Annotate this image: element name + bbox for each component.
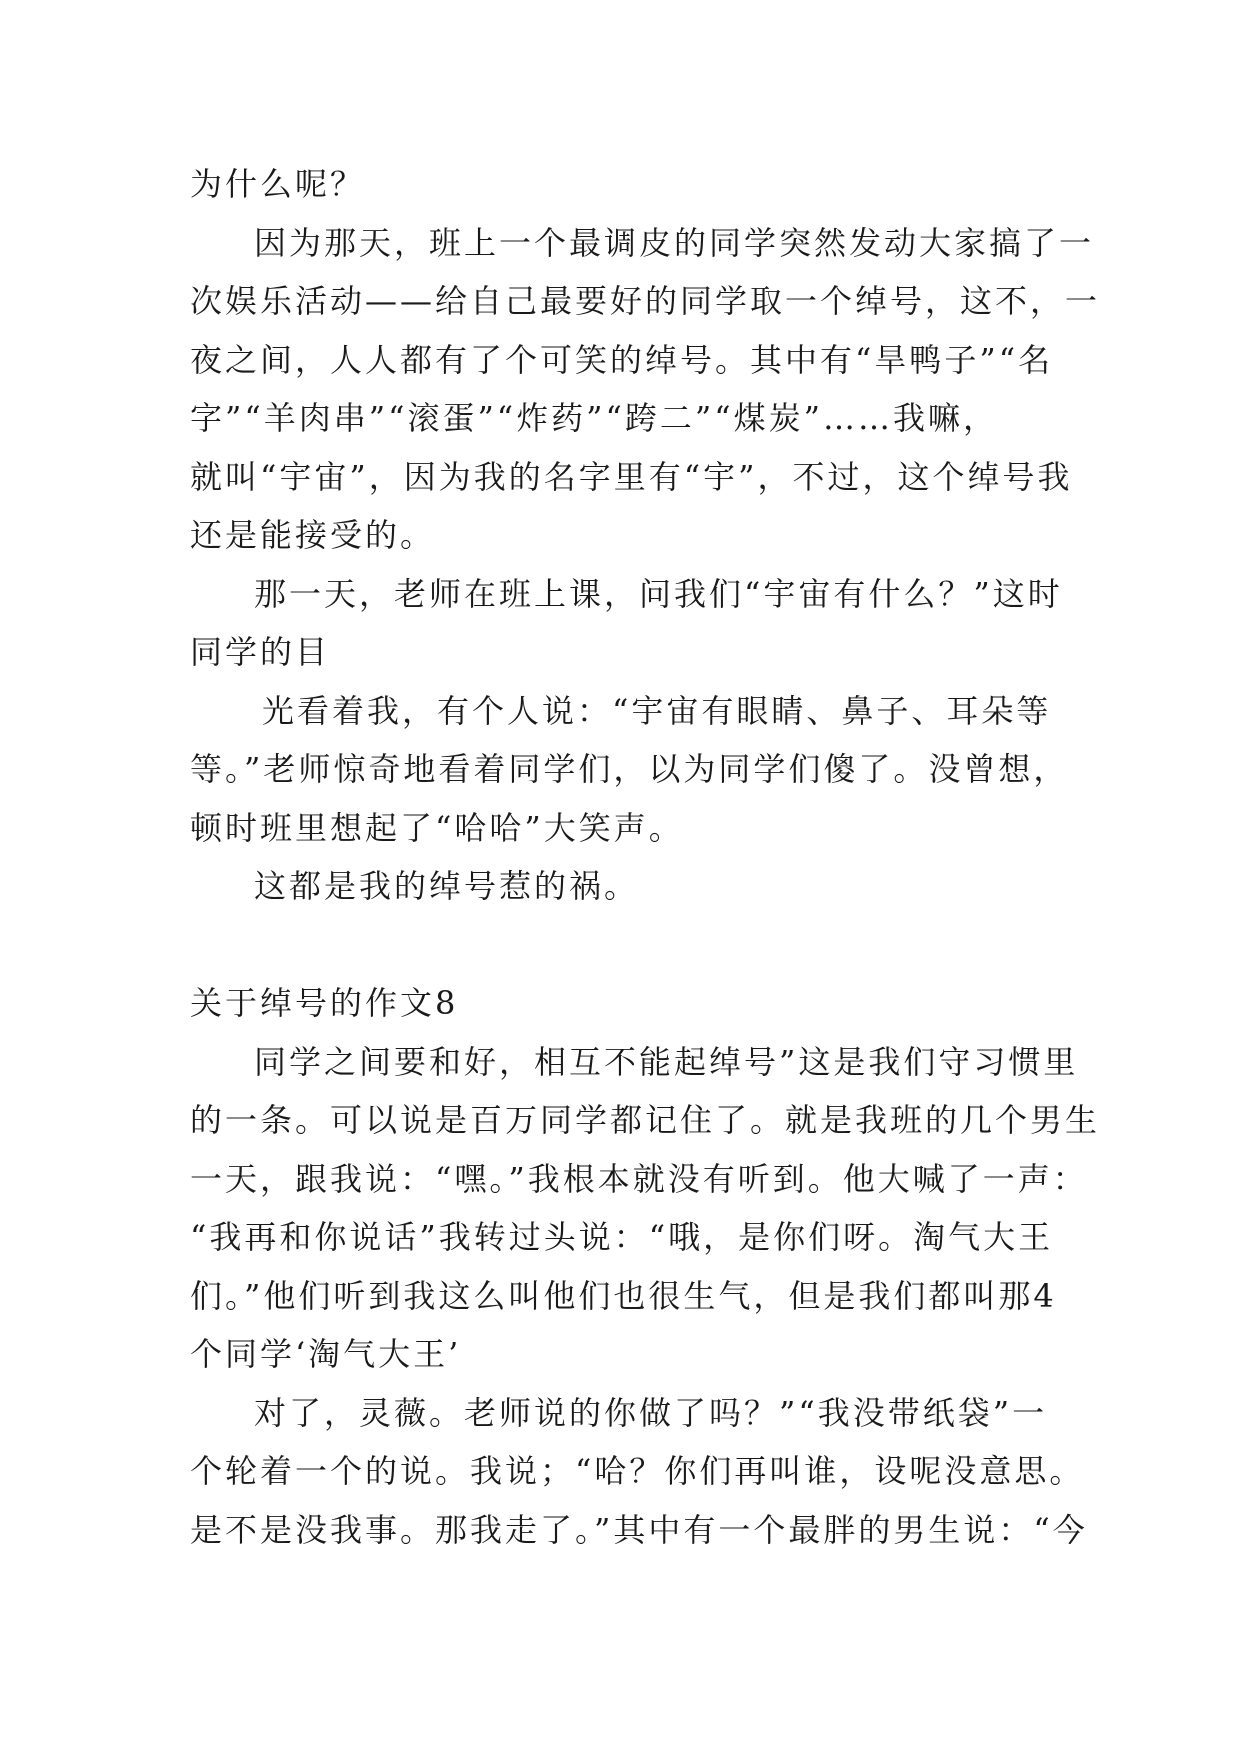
paragraph-line: 等。”老师惊奇地看着同学们，以为同学们傻了。没曾想， [190,750,1069,788]
paragraph-line: 的一条。可以说是百万同学都记住了。就是我班的几个男生 [190,1101,1101,1139]
paragraph-line: 夜之间，人人都有了个可笑的绰号。其中有“旱鸭子”“名 [190,340,1054,379]
paragraph-line: 次娱乐活动——给自己最要好的同学取一个绰号，这不，一 [190,282,1101,320]
paragraph-line: 因为那天，班上一个最调皮的同学突然发动大家搞了一 [254,223,1095,262]
paragraph-line: “我再和你说话”我转过头说：“哦，是你们呀。淘气大王 [190,1218,1054,1256]
paragraph-line: 就叫“宇宙”，因为我的名字里有“宇”，不过，这个绰号我 [190,457,1073,496]
essay-body [190,155,1101,1559]
paragraph-line: 同学的目 [190,633,331,671]
paragraph-line: 为什么呢？ [190,165,366,203]
paragraph-line: 对了，灵薇。老师说的你做了吗？”“我没带纸袋”一 [254,1393,1048,1432]
paragraph-line: 个同学‘淘气大王’ [190,1335,462,1373]
paragraph-line: 光看着我，有个人说：“宇宙有眼睛、鼻子、耳朵等 [262,691,1052,730]
paragraph-line: 同学之间要和好，相互不能起绰号”这是我们守习惯里 [254,1042,1079,1081]
paragraph-line: 那一天，老师在班上课，问我们“宇宙有什么？”这时 [254,574,1063,613]
paragraph-line: 顿时班里想起了“哈哈”大笑声。 [190,808,684,847]
paragraph-line: 还是能接受的。 [190,516,436,554]
paragraph-line: 字”“羊肉串”“滚蛋”“炸药”“跨二”“煤炭”……我嘛， [190,399,998,437]
section-gap [190,916,1052,975]
paragraph-line: 们。”他们听到我这么叫他们也很生气，但是我们都叫那4 [190,1276,1057,1315]
paragraph-line: 是不是没我事。那我走了。”其中有一个最胖的男生说：“今 [190,1510,1088,1549]
paragraph-line: 这都是我的绰号惹的祸。 [254,867,640,905]
paragraph-line: 一天，跟我说：“嘿。”我根本就没有听到。他大喊了一声： [190,1159,1088,1198]
paragraph-line: 个轮着一个的说。我说；“哈？你们再叫谁，设呢没意思。 [190,1452,1085,1490]
section-title: 关于绰号的作文8 [190,984,459,1022]
